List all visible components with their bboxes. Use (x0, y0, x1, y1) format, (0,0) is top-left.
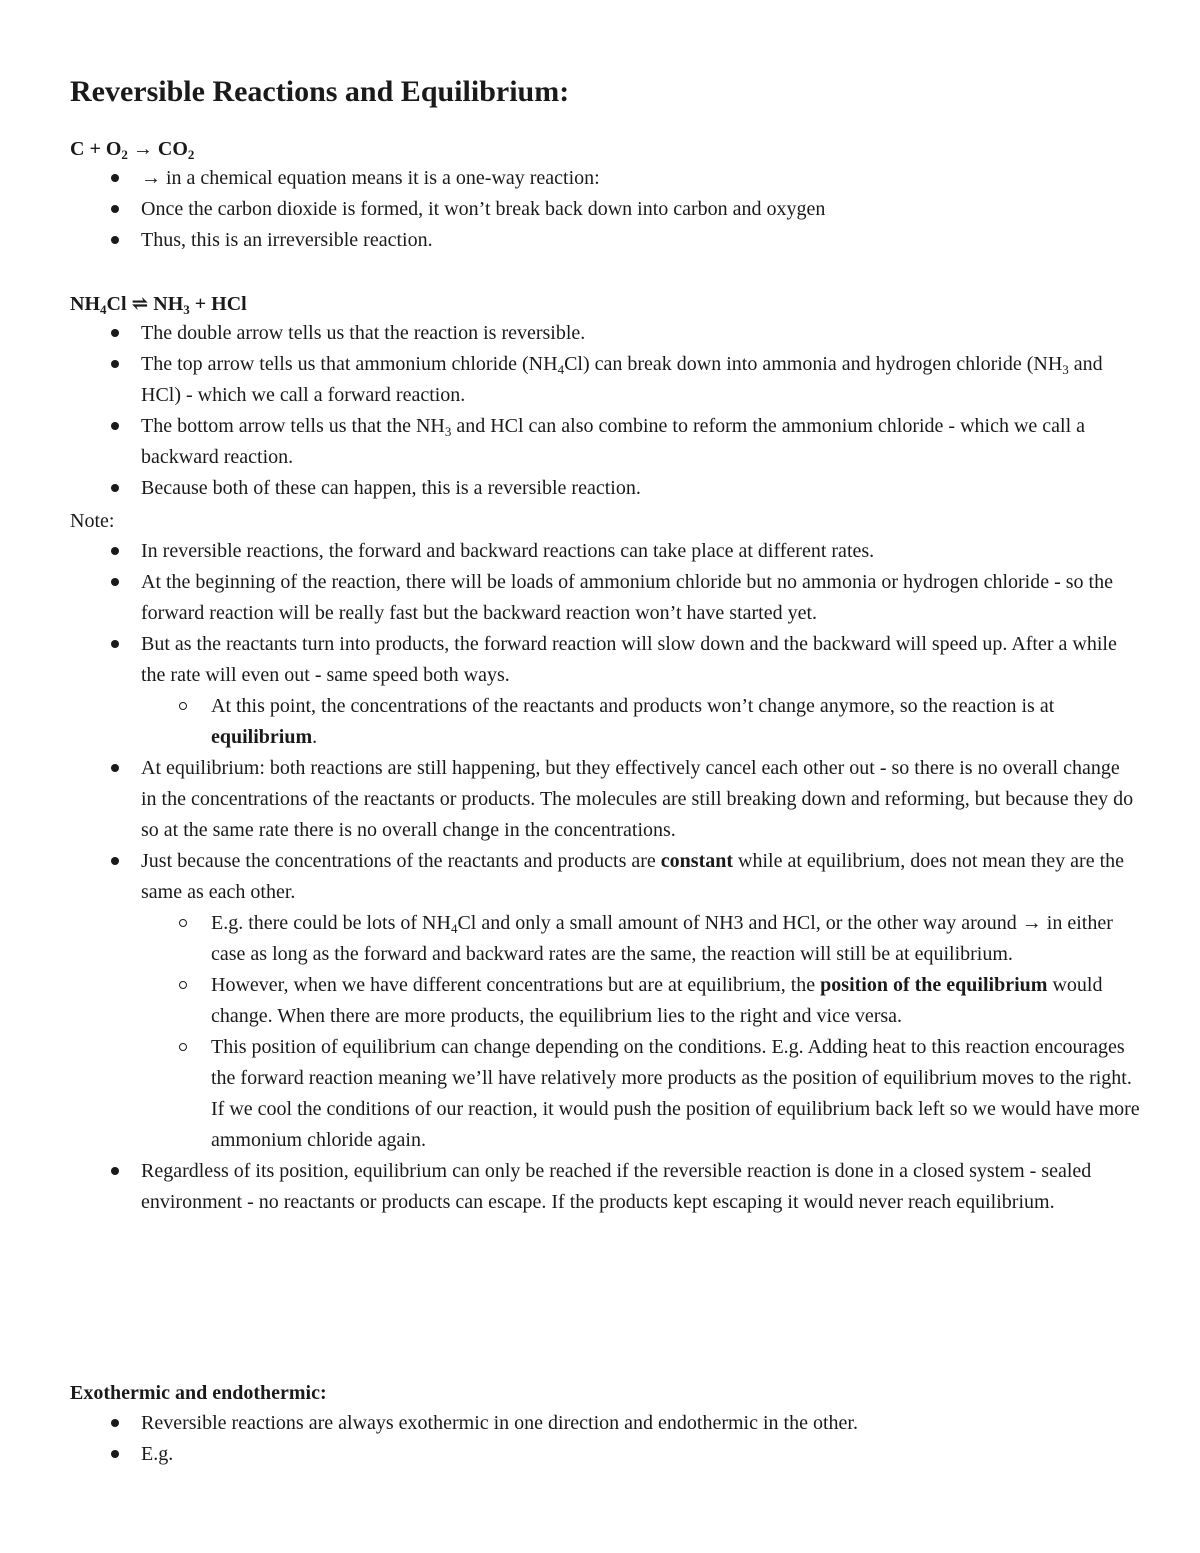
list-item (70, 349, 1140, 411)
sub-list (141, 691, 1140, 753)
text-run: Cl and only a small amount of NH3 and HCl, or the other way around → in either case as long as the forward and backward rates are the same, the reaction will still be at equilibrium. (211, 912, 1113, 965)
text-run: Cl) can break down into ammonia and hydrogen chloride (NH (564, 353, 1063, 375)
subscript: 3 (444, 424, 452, 439)
eq2-part-b: Cl ⇌ NH (106, 293, 184, 315)
section-heading-exo-endo: Exothermic and endothermic: (70, 1382, 327, 1404)
eq1-sub-a: 2 (121, 147, 128, 162)
text-run: However, when we have different concentrations but are at equilibrium, the (211, 974, 821, 996)
text-run: The top arrow tells us that ammonium chloride (NH (141, 353, 558, 375)
sub-list-item (141, 691, 1140, 753)
list-item: In reversible reactions, the forward and backward reactions can take place at different rates. (70, 536, 1140, 567)
sub-list-item: This position of equilibrium can change depending on the conditions. E.g. Adding heat to this reaction encourages the forward reaction meaning we’ll have relatively more products as the position of equilibrium moves to the right. If we cool the conditions of our reaction, it would push the position of equilibrium back left so we would have more ammonium chloride again. (141, 1032, 1140, 1156)
text-run: would change. When there are more products, the equilibrium lies to the right and vice versa. (211, 974, 1103, 1027)
bold-term: constant (660, 850, 734, 872)
note-label: Note: (70, 510, 115, 532)
bold-term: equilibrium (211, 726, 313, 748)
equation-ammonium-chloride (70, 290, 247, 318)
text-run: The bottom arrow tells us that the NH (141, 415, 445, 437)
exo-endo-bullet-list (70, 1408, 1140, 1470)
sub-list-item (141, 970, 1140, 1032)
list-item: Regardless of its position, equilibrium can only be reached if the reversible reaction is done in a closed system - sealed environment - no reactants or products can escape. If the products kept escaping it would never reach equilibrium. (70, 1156, 1140, 1218)
sub-list-item (141, 908, 1140, 970)
eq2-bullet-list (70, 318, 1140, 504)
note-bullet-list (70, 536, 1140, 1218)
list-item: → in a chemical equation means it is a one-way reaction: (70, 163, 1140, 194)
eq2-sub-a: 4 (100, 302, 107, 317)
sub-list (141, 908, 1140, 1156)
text-run: Just because the concentrations of the reactants and products are (141, 850, 661, 872)
list-item: Reversible reactions are always exothermic in one direction and endothermic in the other. (70, 1408, 1140, 1439)
list-item: E.g. (70, 1439, 1140, 1470)
eq1-bullet-list (70, 163, 1140, 256)
text-run: and HCl) - which we call a forward reaction. (141, 353, 1103, 406)
eq2-part-a: NH (70, 293, 100, 315)
list-item: The double arrow tells us that the reaction is reversible. (70, 318, 1140, 349)
text-run: But as the reactants turn into products, the forward reaction will slow down and the backward will speed up. After a while the rate will even out - same speed both ways. (141, 633, 1117, 686)
list-item: At the beginning of the reaction, there will be loads of ammonium chloride but no ammonia or hydrogen chloride - so the forward reaction will be really fast but the backward reaction won’t have started yet. (70, 567, 1140, 629)
text-run: while at equilibrium, does not mean they are the same as each other. (141, 850, 1125, 903)
document-title: Reversible Reactions and Equilibrium: (70, 75, 570, 108)
list-item: Because both of these can happen, this is a reversible reaction. (70, 473, 1140, 504)
text-run: . (312, 726, 318, 748)
text-run: At this point, the concentrations of the reactants and products won’t change anymore, so the reaction is at (211, 695, 1055, 717)
eq1-part-b: → CO (127, 138, 188, 160)
text-run: E.g. there could be lots of NH (211, 912, 451, 934)
eq2-part-c: + HCl (189, 293, 247, 315)
eq1-sub-b: 2 (187, 147, 195, 162)
list-item: At equilibrium: both reactions are still happening, but they effectively cancel each other out - so there is no overall change in the concentrations of the reactants or products. The molecules are still breaking down and reforming, but because they do so at the same rate there is no overall change in the concentrations. (70, 753, 1140, 846)
list-item: Once the carbon dioxide is formed, it won’t break back down into carbon and oxygen (70, 194, 1140, 225)
text-run: and HCl can also combine to reform the ammonium chloride - which we call a backward reaction. (141, 415, 1086, 468)
list-item (70, 629, 1140, 753)
subscript: 4 (557, 362, 565, 377)
list-item: Thus, this is an irreversible reaction. (70, 225, 1140, 256)
subscript: 4 (450, 921, 458, 936)
list-item (70, 846, 1140, 1156)
eq2-sub-b: 3 (183, 302, 190, 317)
subscript: 3 (1062, 362, 1069, 377)
eq1-part-a: C + O (70, 138, 122, 160)
list-item (70, 411, 1140, 473)
equation-combustion (70, 135, 194, 163)
bold-term: position of the equilibrium (820, 974, 1048, 996)
